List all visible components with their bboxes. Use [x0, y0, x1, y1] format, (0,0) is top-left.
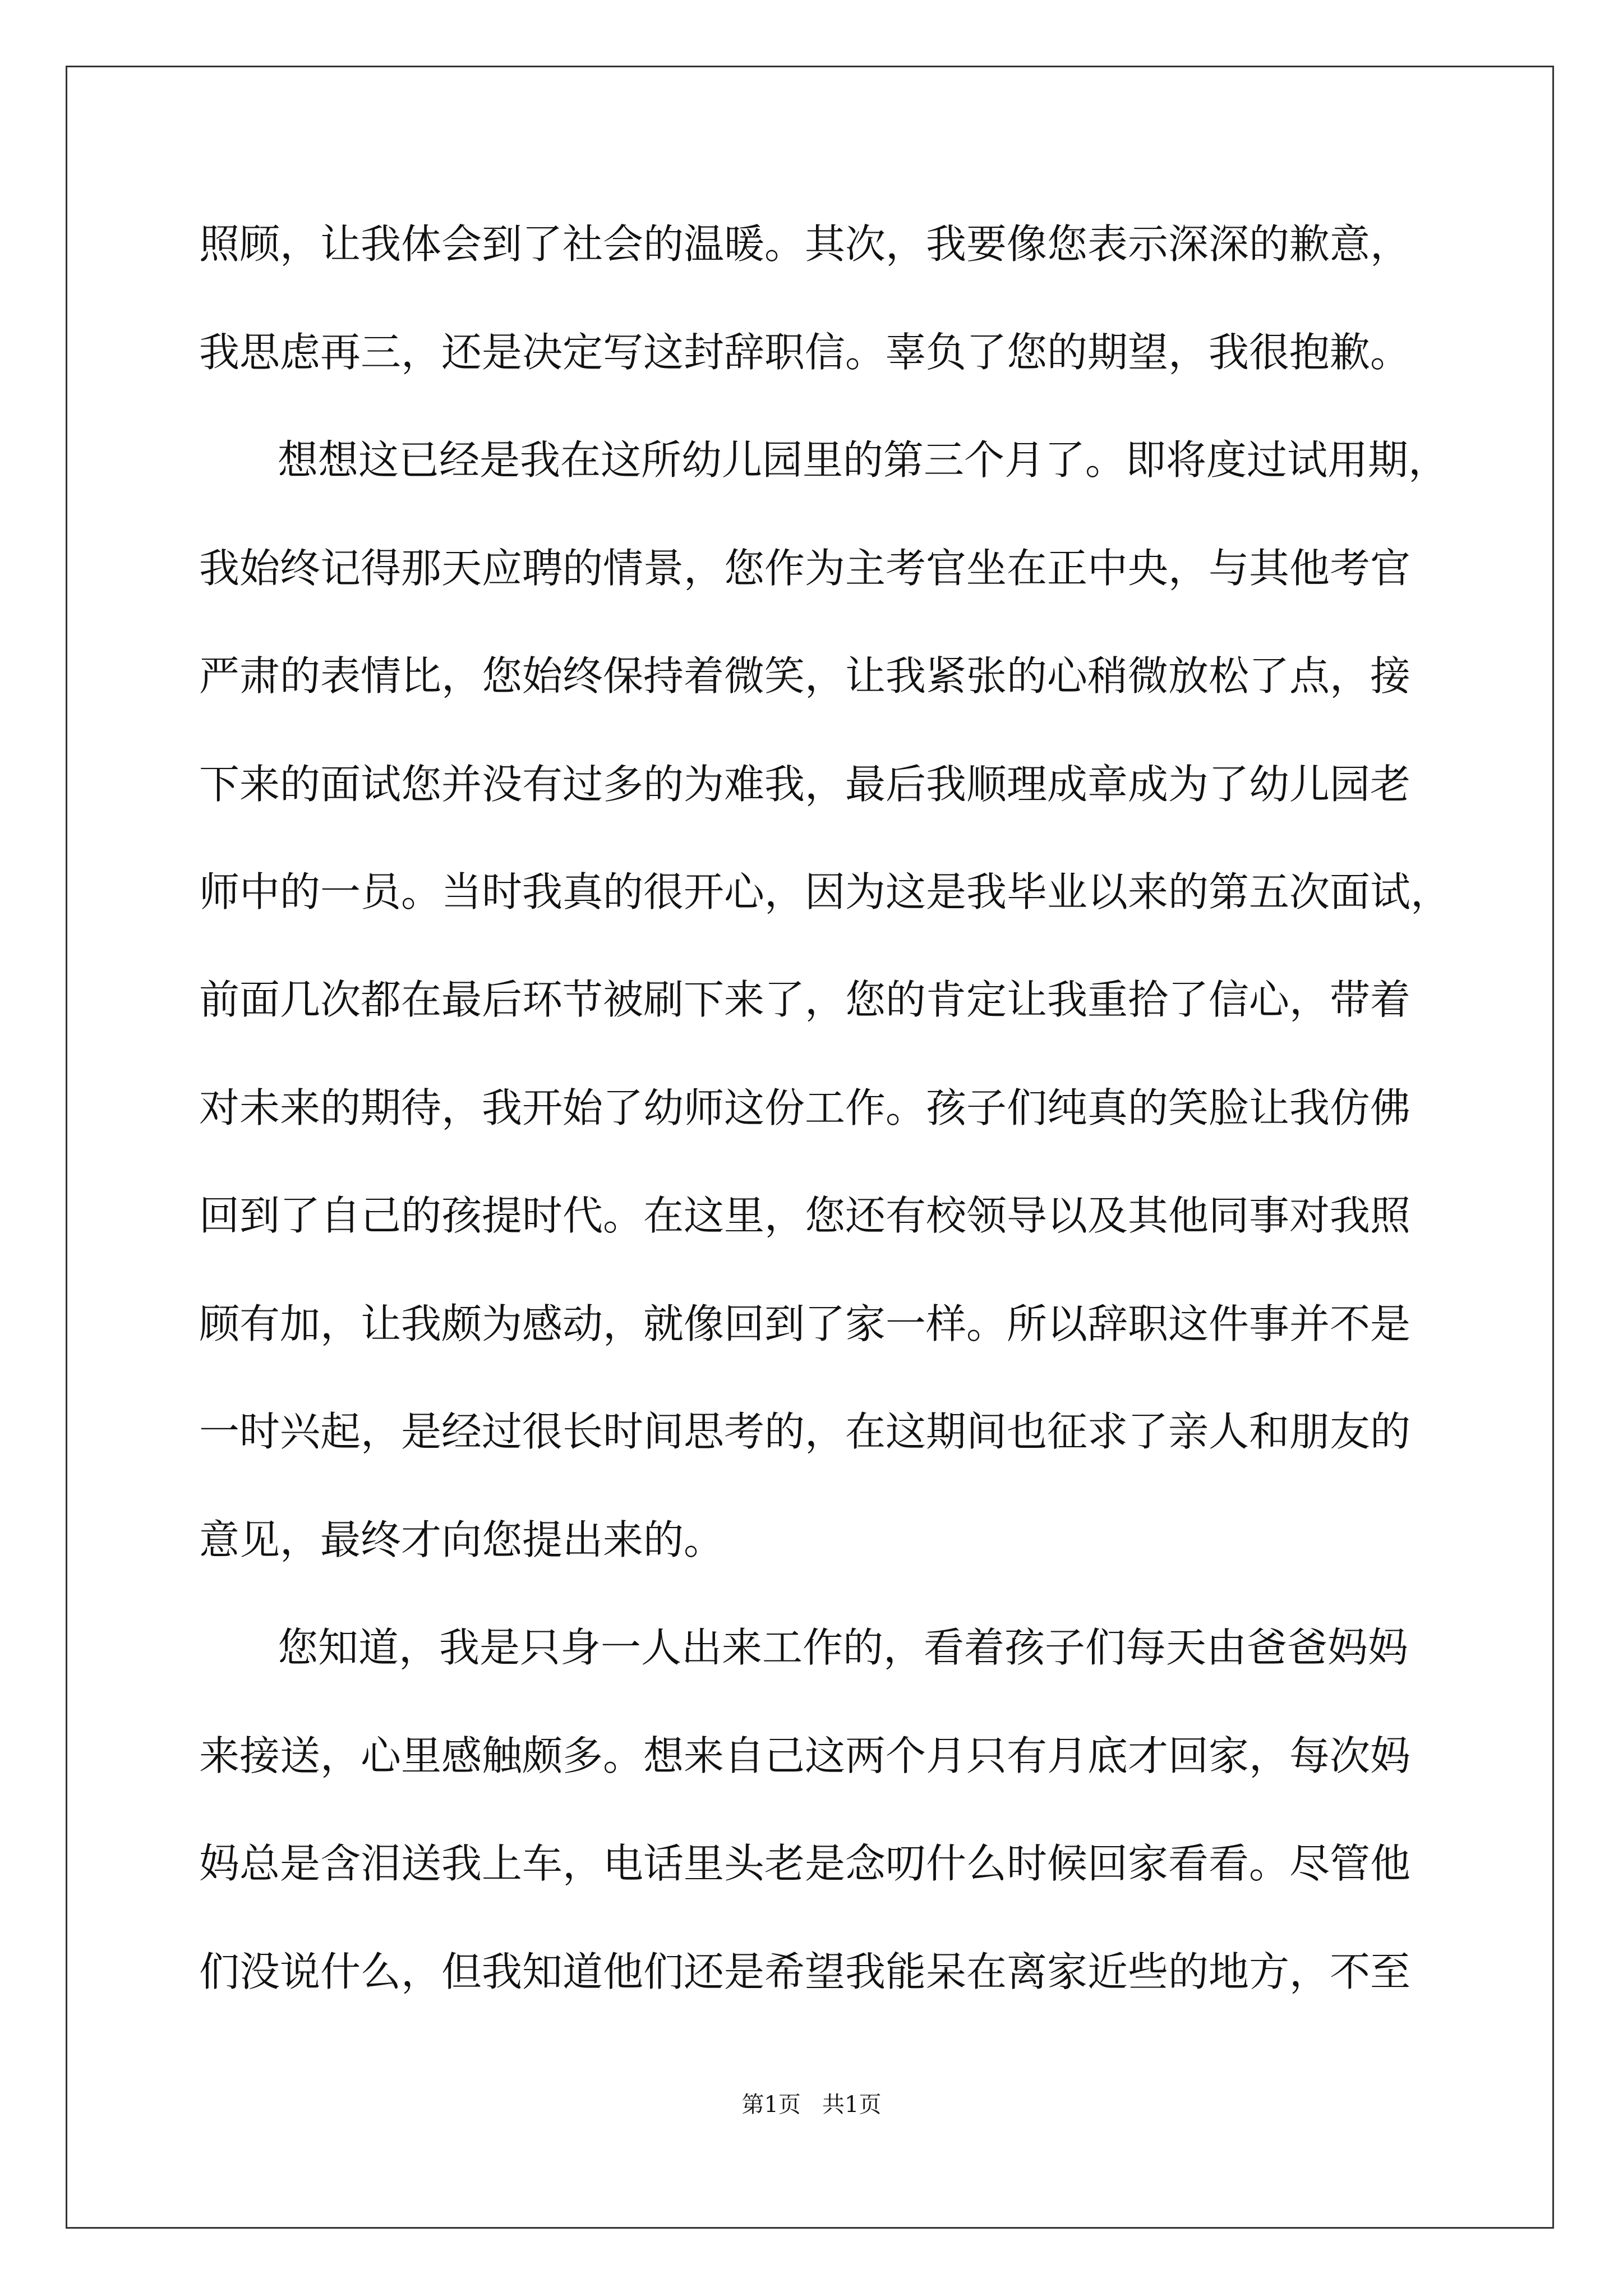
paragraph-first-line: 想想这已经是我在这所幼儿园里的第三个月了。即将度过试用期， — [278, 436, 1449, 484]
text-line: 顾有加，让我颇为感动，就像回到了家一样。所以辞职这件事并不是 — [199, 1300, 1411, 1347]
page-number: 第1页 共1页 — [741, 2092, 882, 2118]
text-line: 对未来的期待，我开始了幼师这份工作。孩子们纯真的笑脸让我仿佛 — [199, 1084, 1411, 1131]
text-line: 们没说什么，但我知道他们还是希望我能呆在离家近些的地方，不至 — [199, 1948, 1411, 1995]
text-line: 前面几次都在最后环节被刷下来了，您的肯定让我重拾了信心，带着 — [199, 976, 1411, 1023]
paragraph-first-line: 您知道，我是只身一人出来工作的，看着孩子们每天由爸爸妈妈 — [278, 1624, 1409, 1671]
text-line: 下来的面试您并没有过多的为难我，最后我顺理成章成为了幼儿园老 — [199, 761, 1411, 808]
text-line: 师中的一员。当时我真的很开心，因为这是我毕业以来的第五次面试， — [199, 868, 1451, 915]
text-line: 照顾，让我体会到了社会的温暖。其次，我要像您表示深深的歉意， — [199, 220, 1411, 268]
text-line: 来接送，心里感触颇多。想来自己这两个月只有月底才回家，每次妈 — [199, 1732, 1411, 1779]
text-line: 一时兴起，是经过很长时间思考的，在这期间也征求了亲人和朋友的 — [199, 1408, 1411, 1455]
text-line: 我始终记得那天应聘的情景，您作为主考官坐在正中央，与其他考官 — [199, 545, 1411, 592]
page-border — [66, 66, 1554, 2229]
text-line: 我思虑再三，还是决定写这封辞职信。辜负了您的期望，我很抱歉。 — [199, 329, 1411, 376]
text-line: 意见，最终才向您提出来的。 — [199, 1516, 725, 1563]
text-line: 妈总是含泪送我上车，电话里头老是念叨什么时候回家看看。尽管他 — [199, 1840, 1411, 1887]
text-line: 严肃的表情比，您始终保持着微笑，让我紧张的心稍微放松了点，接 — [199, 652, 1411, 700]
text-line: 回到了自己的孩提时代。在这里，您还有校领导以及其他同事对我照 — [199, 1192, 1411, 1239]
